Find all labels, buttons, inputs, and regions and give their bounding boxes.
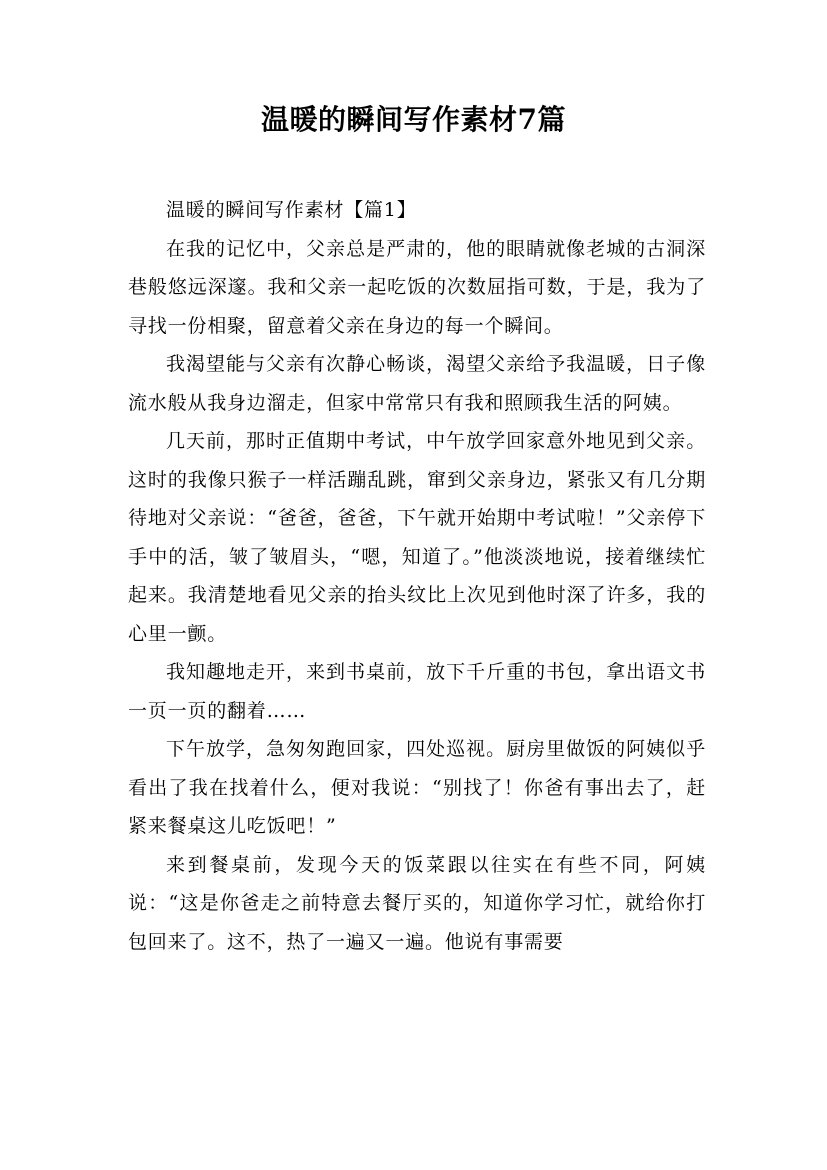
paragraph: 下午放学，急匆匆跑回家，四处巡视。厨房里做饭的阿姨似乎看出了我在找着什么，便对我说：“别找了！你爸有事出去了，赶紧来餐桌这儿吃饭吧！” — [128, 738, 706, 837]
paragraph: 我渴望能与父亲有次静心畅谈，渴望父亲给予我温暖，日子像流水般从我身边溜走，但家中常常只有我和照顾我生活的阿姨。 — [128, 353, 706, 414]
paragraph: 来到餐桌前，发现今天的饭菜跟以往实在有些不同，阿姨说：“这是你爸走之前特意去餐厅买的，知道你学习忙，就给你打包回来了。这不，热了一遍又一遍。他说有事需要 — [128, 853, 706, 953]
section-heading: 温暖的瞬间写作素材【篇1】 — [166, 199, 417, 221]
paragraph: 在我的记忆中，父亲总是严肃的，他的眼睛就像老城的古洞深巷般悠远深邃。我和父亲一起吃饭的次数屈指可数，于是，我为了寻找一份相聚，留意着父亲在身边的每一个瞬间。 — [128, 237, 706, 337]
document-body — [128, 191, 706, 961]
paragraph: 我知趣地走开，来到书桌前，放下千斤重的书包，拿出语文书一页一页的翻着…… — [128, 661, 706, 722]
paragraph: 几天前，那时正值期中考试，中午放学回家意外地见到父亲。这时的我像只猴子一样活蹦乱跳，窜到父亲身边，紧张又有几分期待地对父亲说：“爸爸，爸爸，下午就开始期中考试啦！”父亲停下手中的活，皱了皱眉头，“嗯，知道了。”他淡淡地说，接着继续忙起来。我清楚地看见父亲的抬头纹比上次见到他时深了许多，我的心里一颤。 — [128, 430, 706, 645]
document-title: 温暖的瞬间写作素材7篇 — [261, 103, 566, 136]
